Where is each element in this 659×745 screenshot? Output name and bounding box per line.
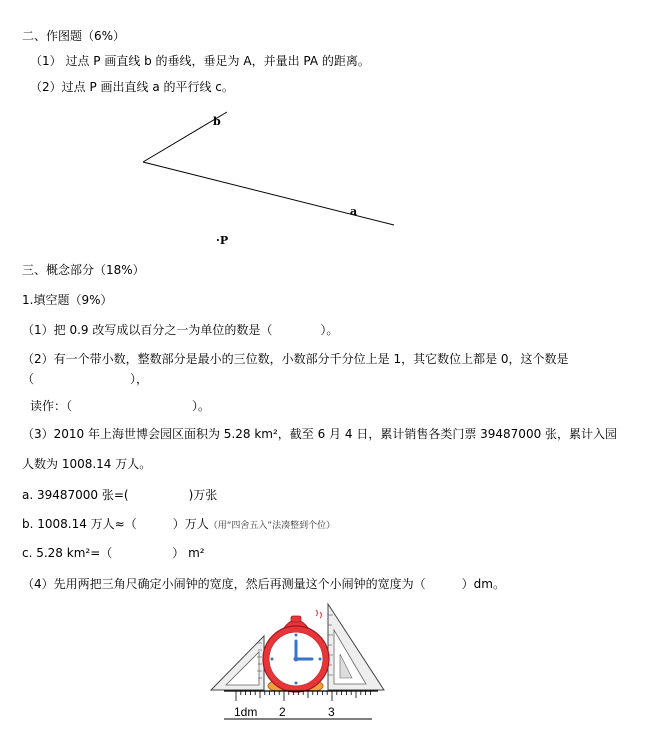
question-3-3-line2: 人数为 1008.14 万人。: [22, 457, 152, 471]
fill-blank-title: 1.填空题（9%）: [22, 293, 113, 307]
label-b: b: [213, 115, 221, 128]
right-triangle-ruler: [328, 604, 384, 690]
question-3-3-b-note: （用“四舍五入”法凑整到个位）: [208, 521, 336, 531]
point-p: ·P: [216, 234, 229, 247]
question-3-3-c: c. 5.28 km²=（ ） m²: [22, 546, 205, 560]
question-3-2-line1: （2）有一个带小数，整数部分是最小的三位数，小数部分千分位上是 1，其它数位上都是 0，这个数是: [22, 352, 569, 366]
section-3-title: 三、概念部分（18%）: [22, 263, 145, 277]
ruler-label-3: 3: [328, 705, 335, 719]
ruler-label-1dm: 1dm: [234, 705, 258, 719]
question-3-3-a: a. 39487000 张=( )万张: [22, 488, 218, 502]
section-2-title: 二、作图题（6%）: [22, 29, 126, 43]
question-2-1: （1） 过点 P 画直线 b 的垂线，垂足为 A，并量出 PA 的距离。: [30, 54, 370, 68]
question-3-1: （1）把 0.9 改写成以百分之一为单位的数是（ ）。: [22, 323, 339, 337]
question-2-2: （2）过点 P 画出直线 a 的平行线 c。: [30, 80, 234, 94]
question-3-3-line1: （3）2010 年上海世博会园区面积为 5.28 km²，截至 6 月 4 日，累计销售各类门票 39487000 张，累计入园: [22, 427, 618, 441]
label-a: a: [350, 205, 358, 218]
question-3-3-b-text: b. 1008.14 万人≈（ ）万人: [22, 517, 209, 531]
question-3-4: （4）先用两把三角尺确定小闹钟的宽度，然后再测量这个小闹钟的宽度为（ ）dm。: [22, 577, 505, 591]
question-3-2-read: 读作：（ ）。: [30, 399, 211, 413]
ruler-label-2: 2: [279, 705, 286, 719]
alarm-clock: [263, 610, 329, 692]
question-3-2-line2: （ ），: [22, 372, 149, 386]
left-triangle-ruler: [211, 636, 264, 690]
